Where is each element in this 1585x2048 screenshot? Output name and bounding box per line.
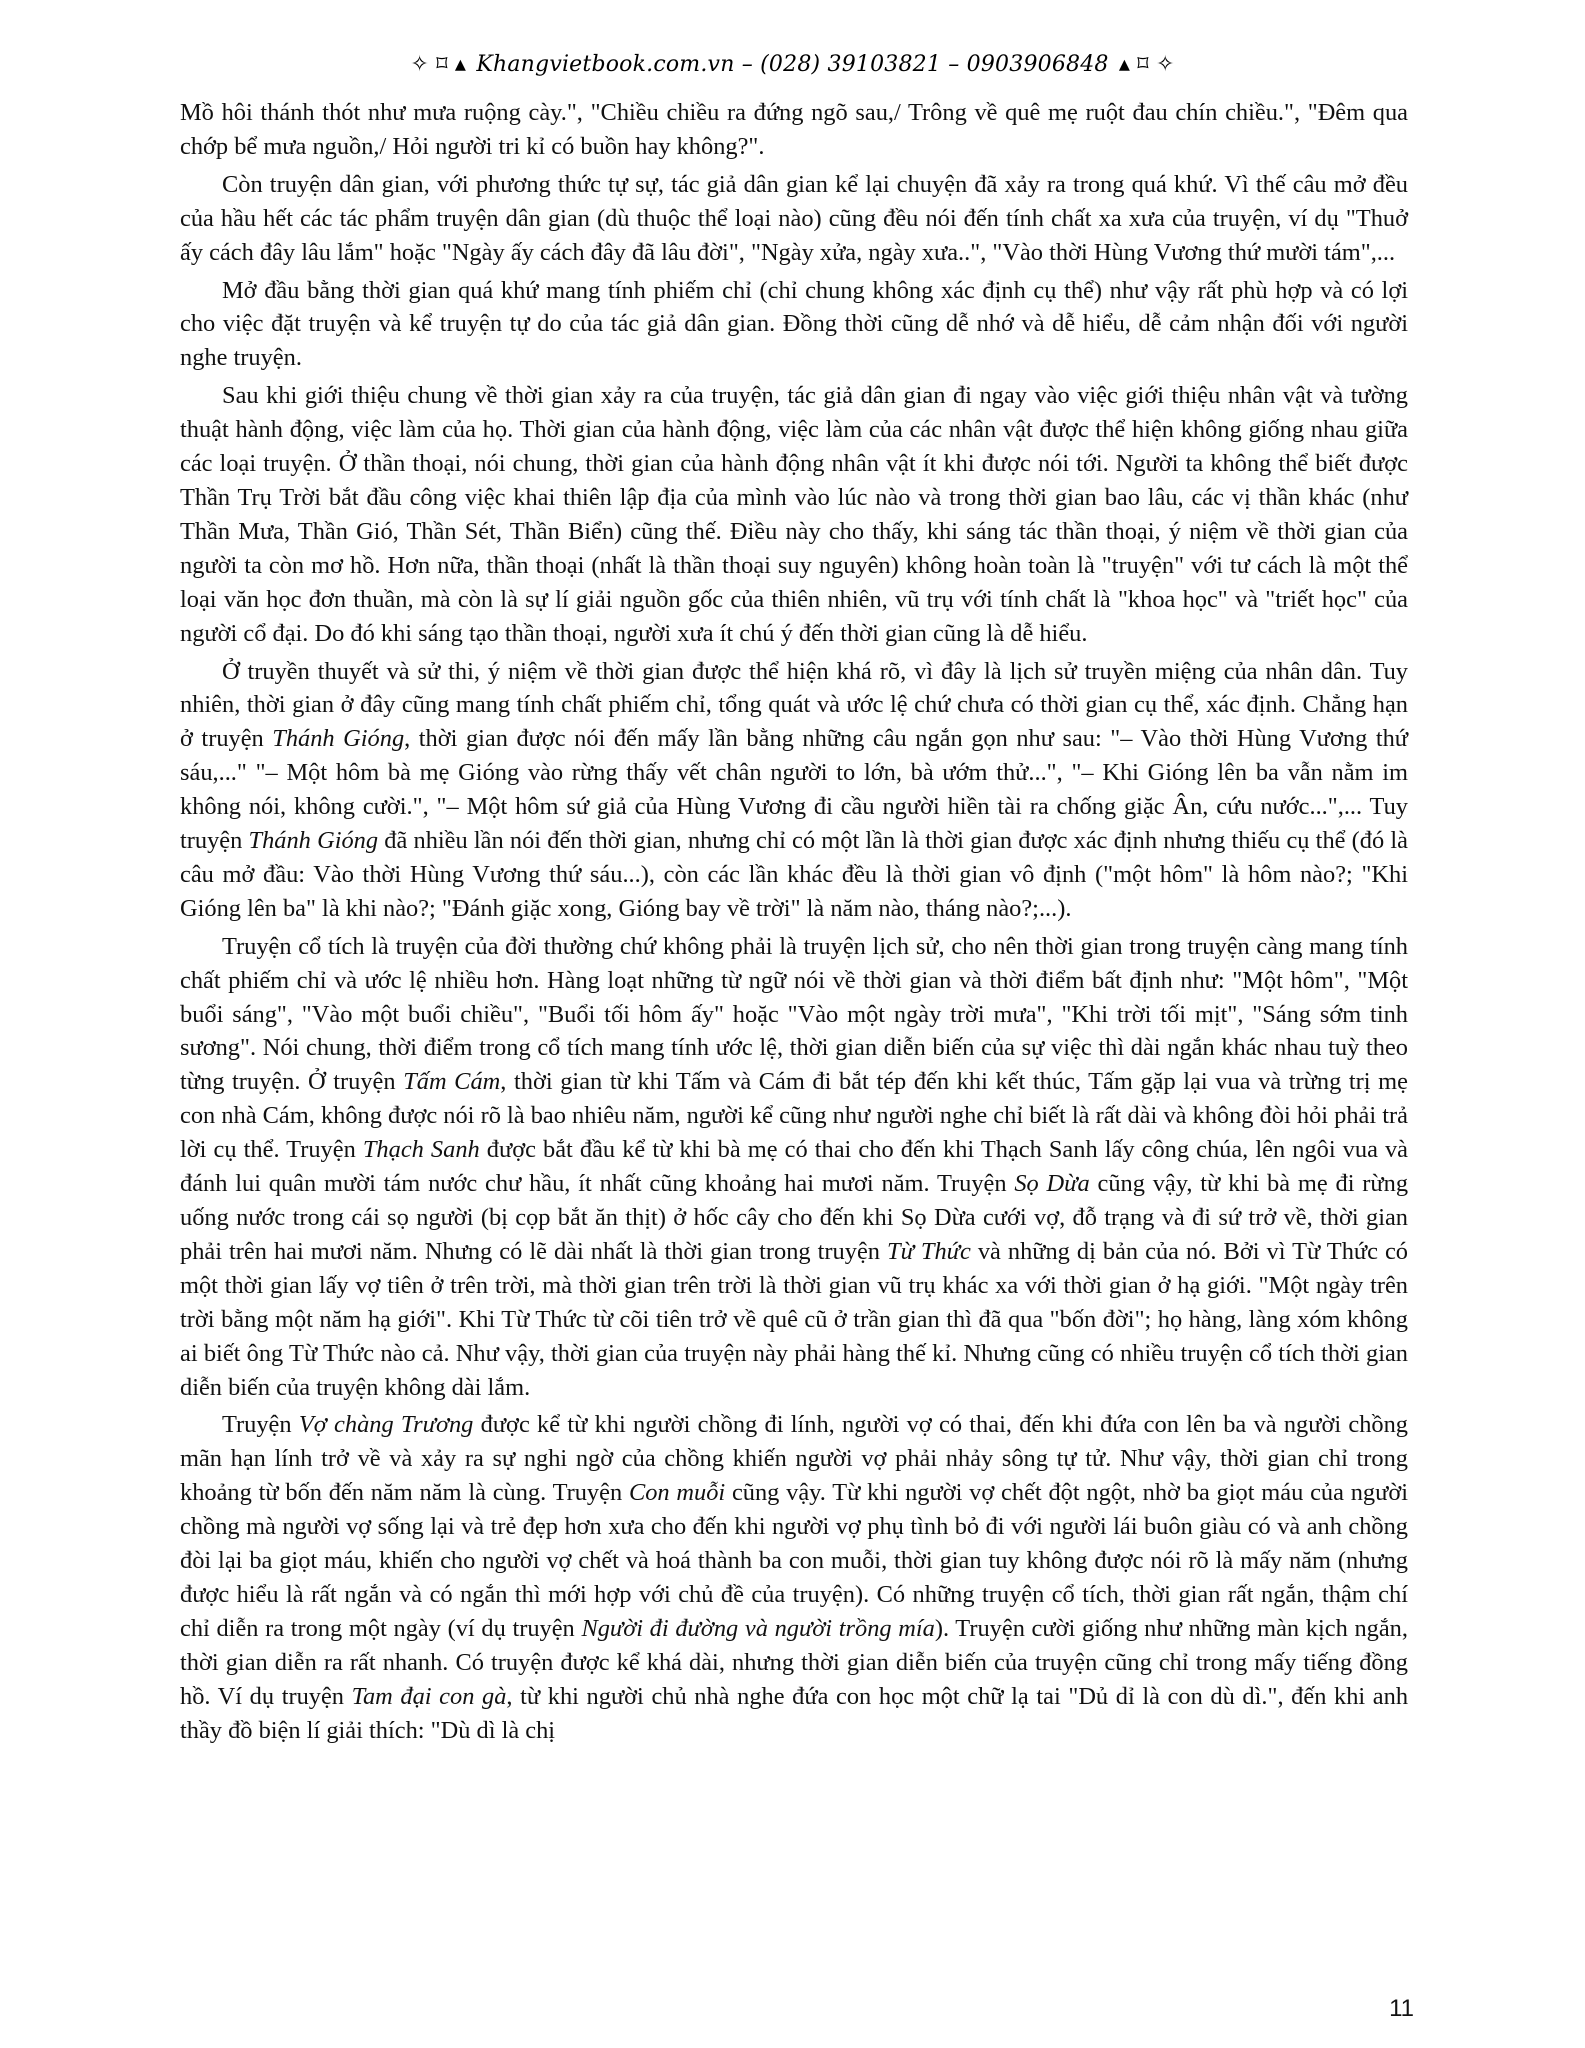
italic-title: Sọ Dừa <box>1014 1170 1090 1198</box>
text-run: đã nhiều lần nói đến thời gian, nhưng chỉ có một lần là thời gian được xác định nhưng thiếu cụ thể (đó là câu mở đầu: Vào thời Hùng Vương thứ sáu...), còn các lần khác đều là thời gian vô định ("một hôm" là hôm nào?; "Khi Gióng lên ba" là khi nào?; "Đánh giặc xong, Gióng bay về trời" là năm nào, tháng nào?;...). <box>180 827 1408 922</box>
text-run: được bắt đầu kể từ khi bà mẹ có thai cho đến khi Thạch Sanh lấy công chúa, lên ngôi vua và đánh lui quân mười tám nước chư hầu, ít nhất cũng khoảng hai mươi năm. Truyện <box>180 1136 1409 1198</box>
text-run: và những dị bản của nó. Bởi vì Từ Thức có một thời gian lấy vợ tiên ở trên trời, mà thời gian trên trời là thời gian vũ trụ khác xa với thời gian ở hạ giới. "Một ngày trên trời bằng một năm hạ giới". Khi Từ Thức từ cõi tiên trở về quê cũ ở trần gian thì đã qua "bốn đời"; họ hàng, làng xóm không ai biết ông Từ Thức nào cả. Như vậy, thời gian của truyện này phải hàng thế kỉ. Nhưng cũng có nhiều truyện cổ tích thời gian diễn biến của truyện không dài lắm. <box>180 1237 1408 1401</box>
text-run: Mồ hôi thánh thót như mưa ruộng cày.", "Chiều chiều ra đứng ngõ sau,/ Trông về quê mẹ ruột đau chín chiều.", "Đêm qua chớp bể mưa nguồn,/ Hỏi người tri kỉ có buồn hay không?". <box>180 99 1408 160</box>
paragraph <box>180 274 1408 376</box>
text-run: , thời gian được nói đến mấy lần bằng những câu ngắn gọn như sau: "– Vào thời Hùng Vương thứ sáu,..." "– Một hôm bà mẹ Gióng vào rừng thấy vết chân người to lớn, bà ướm thử...", "– Khi Gióng lên ba vẫn nằm im không nói, không cười.", "– Một hôm sứ giả của Hùng Vương đi cầu người hiền tài ra chống giặc Ân, cứu nước...",... Tuy truyện <box>180 725 1409 855</box>
header-ornament-left: ✧ ⌑ ▴ <box>410 52 467 77</box>
header-ornament-right: ▴ ⌑ ✧ <box>1118 52 1175 77</box>
italic-title: Từ Thức <box>887 1237 971 1265</box>
text-run: Truyện <box>222 1411 299 1439</box>
paragraph <box>180 168 1408 270</box>
italic-title: Người đi đường và người trồng mía <box>581 1614 935 1642</box>
italic-title: Thạch Sanh <box>362 1136 480 1164</box>
text-run: Còn truyện dân gian, với phương thức tự sự, tác giả dân gian kể lại chuyện đã xảy ra trong quá khứ. Vì thế câu mở đều của hầu hết các tác phẩm truyện dân gian (dù thuộc thể loại nào) cũng đều nói đến tính chất xa xưa của truyện, ví dụ "Thuở ấy cách đây lâu lắm" hoặc "Ngày ấy cách đây đã lâu đời", "Ngày xửa, ngày xưa..", "Vào thời Hùng Vương thứ mười tám",... <box>180 170 1408 266</box>
text-run: Sau khi giới thiệu chung về thời gian xảy ra của truyện, tác giả dân gian đi ngay vào việc giới thiệu nhân vật và tường thuật hành động, việc làm của họ. Thời gian của hành động, việc làm của các nhân vật được thể hiện không giống nhau giữa các loại truyện. Ở thần thoại, nói chung, thời gian của hành động nhân vật ít khi được nói tới. Người ta không thể biết được Thần Trụ Trời bắt đầu công việc khai thiên lập địa của mình vào lúc nào và trong thời gian bao lâu, các vị thần khác (như Thần Mưa, Thần Gió, Thần Sét, Thần Biển) cũng thế. Điều này cho thấy, khi sáng tác thần thoại, ý niệm về thời gian của người ta còn mơ hồ. Hơn nữa, thần thoại (nhất là thần thoại suy nguyên) không hoàn toàn là "truyện" với tư cách là một thể loại văn học đơn thuần, mà còn là sự lí giải nguồn gốc của thiên nhiên, vũ trụ với tính chất là "khoa học" và "triết học" của người cổ đại. Do đó khi sáng tạo thần thoại, người xưa ít chú ý đến thời gian cũng là dễ hiểu. <box>180 382 1408 647</box>
paragraph <box>180 1408 1408 1747</box>
header-text: Khangvietbook.com.vn – (028) 39103821 – 0903906848 <box>476 52 1109 77</box>
italic-title: Con muỗi <box>628 1479 726 1507</box>
body-text <box>180 96 1408 1752</box>
text-run: Truyện cổ tích là truyện của đời thường chứ không phải là truyện lịch sử, cho nên thời gian trong truyện càng mang tính chất phiếm chỉ và ước lệ nhiều hơn. Hàng loạt những từ ngữ nói về thời gian và thời điểm bất định như: "Một hôm", "Một buổi sáng", "Vào một buổi chiều", "Buổi tối hôm ấy" hoặc "Vào một ngày trời mưa", "Khi trời tối mịt", "Sáng sớm tinh sương". Nói chung, thời điểm trong cổ tích mang tính ước lệ, thời gian diễn biến của sự việc thì dài ngắn khác nhau tuỳ theo từng truyện. Ở truyện <box>180 932 1408 1096</box>
text-run: được kể từ khi người chồng đi lính, người vợ có thai, đến khi đứa con lên ba và người chồng mãn hạn lính trở về và xảy ra sự nghi ngờ của chồng khiến người vợ phải nhảy sông tự tử. Như vậy, thời gian chỉ trong khoảng từ bốn đến năm năm là cùng. Truyện <box>180 1411 1408 1507</box>
text-run: , từ khi người chủ nhà nghe đứa con học một chữ lạ tai "Dủ dỉ là con dù dì.", đến khi anh thầy đồ biện lí giải thích: "Dù dì là chị <box>180 1682 1409 1744</box>
text-run: Mở đầu bằng thời gian quá khứ mang tính phiếm chỉ (chỉ chung không xác định cụ thể) như vậy rất phù hợp và có lợi cho việc đặt truyện và kể truyện tự do của tác giả dân gian. Đồng thời cũng dễ nhớ và dễ hiểu, dễ cảm nhận đối với người nghe truyện. <box>180 276 1408 372</box>
italic-title: Tấm Cám <box>403 1068 501 1096</box>
text-run: ). Truyện cười giống như những màn kịch ngắn, thời gian diễn ra rất nhanh. Có truyện được kể khá dài, nhưng thời gian diễn biến của truyện cũng chỉ trong mấy tiếng đồng hồ. Ví dụ truyện <box>180 1614 1408 1710</box>
italic-title: Thánh Gióng <box>272 725 405 753</box>
paragraph <box>180 379 1408 650</box>
paragraph <box>180 96 1408 164</box>
italic-title: Vợ chàng Trương <box>298 1411 474 1439</box>
text-run: Ở truyền thuyết và sử thi, ý niệm về thời gian được thể hiện khá rõ, vì đây là lịch sử truyền miệng của nhân dân. Tuy nhiên, thời gian ở đây cũng mang tính chất phiếm chỉ, tổng quát và ước lệ chứ chưa có thời gian cụ thể, xác định. Chẳng hạn ở truyện <box>180 657 1408 753</box>
paragraph <box>180 930 1408 1405</box>
paragraph <box>180 655 1408 926</box>
italic-title: Tam đại con gà <box>351 1682 507 1710</box>
text-run: , thời gian từ khi Tấm và Cám đi bắt tép đến khi kết thúc, Tấm gặp lại vua và trừng trị mẹ con nhà Cám, không được nói rõ là bao nhiêu năm, người kể cũng như người nghe chỉ biết là rất dài và không đòi hỏi phải trả lời cụ thể. Truyện <box>180 1068 1408 1164</box>
page-number: 11 <box>1389 1995 1414 2022</box>
text-run: cũng vậy. Từ khi người vợ chết đột ngột, nhờ ba giọt máu của người chồng mà người vợ sống lại và trẻ đẹp hơn xưa cho đến khi người vợ phụ tình bỏ đi với người lái buôn giàu có và anh chồng đòi lại ba giọt máu, khiến cho người vợ chết và hoá thành ba con muỗi, thời gian tuy không được nói rõ là mấy năm (nhưng được hiểu là rất ngắn và có ngắn thì mới hợp với chủ đề của truyện). Có những truyện cổ tích, thời gian rất ngắn, thậm chí chỉ diễn ra trong một ngày (ví dụ truyện <box>180 1479 1408 1642</box>
page-header <box>0 52 1585 77</box>
text-run: cũng vậy, từ khi bà mẹ đi rừng uống nước trong cái sọ người (bị cọp bắt ăn thịt) ở hốc cây cho đến khi Sọ Dừa cưới vợ, đỗ trạng và đi sứ trở về, thời gian phải trên hai mươi năm. Nhưng có lẽ dài nhất là thời gian trong truyện <box>180 1170 1409 1265</box>
italic-title: Thánh Gióng <box>248 827 379 855</box>
